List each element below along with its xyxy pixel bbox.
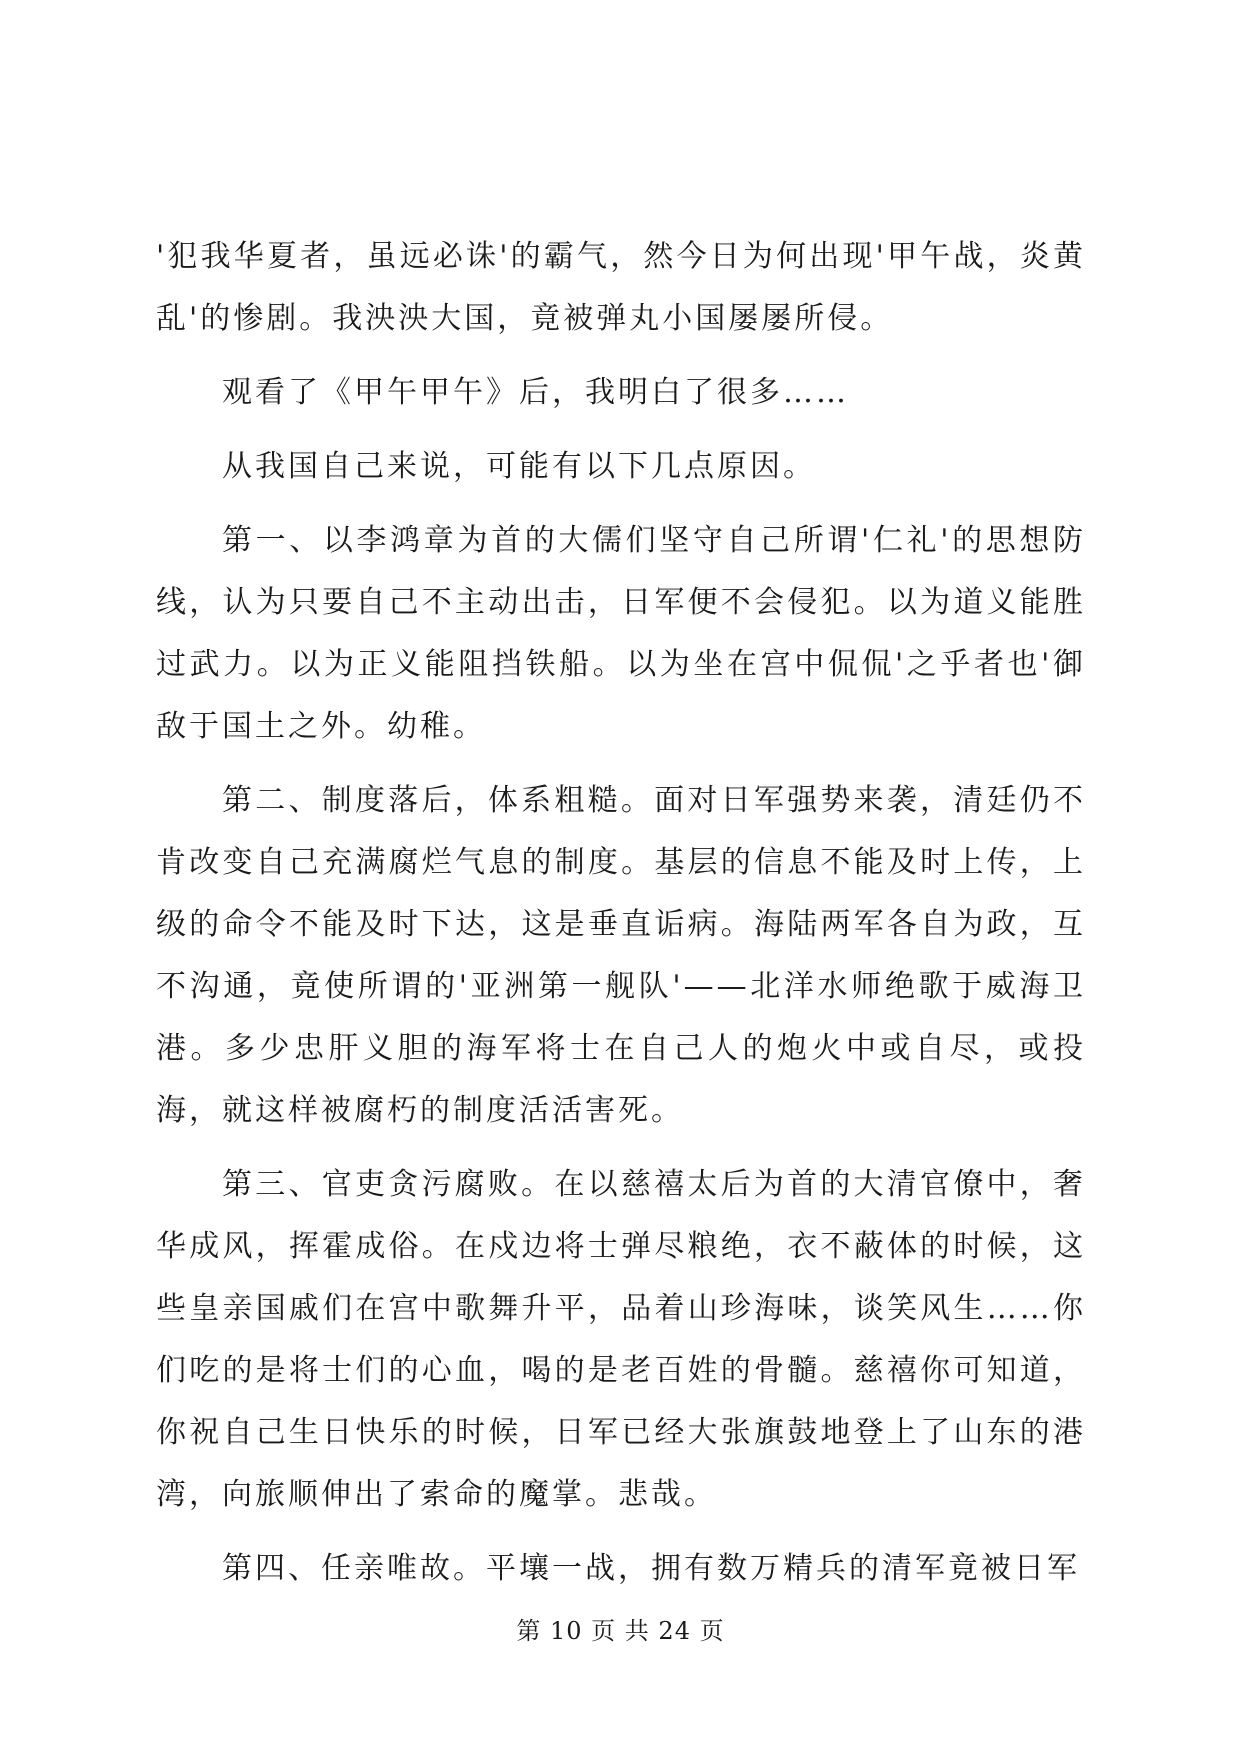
paragraph-reason-2: 第二、制度落后，体系粗糙。面对日军强势来袭，清廷仍不肯改变自己充满腐烂气息的制度。基层的信息不能及时上传，上级的命令不能及时下达，这是垂直诟病。海陆两军各自为政，互不沟通，竟使所谓的'亚洲第一舰队'——北洋水师绝歌于威海卫港。多少忠肝义胆的海军将士在自己人的炮火中或自尽，或投海，就这样被腐朽的制度活活害死。 bbox=[156, 783, 1086, 1128]
paragraph-reason-4: 第四、任亲唯故。平壤一战，拥有数万精兵的清军竟被日军 bbox=[222, 1551, 1080, 1586]
paragraph-reasons-lead: 从我国自己来说，可能有以下几点原因。 bbox=[222, 449, 816, 484]
paragraph-continuation: '犯我华夏者，虽远必诛'的霸气，然今日为何出现'甲午战，炎黄乱'的惨剧。我泱泱大国，竟被弹丸小国屡屡所侵。 bbox=[156, 239, 1086, 336]
page-number: 第 10 页 共 24 页 bbox=[516, 1617, 725, 1645]
page-footer bbox=[0, 1611, 1241, 1646]
paragraph-intro: 观看了《甲午甲午》后，我明白了很多…… bbox=[222, 375, 849, 410]
paragraph-reason-3: 第三、官吏贪污腐败。在以慈禧太后为首的大清官僚中，奢华成风，挥霍成俗。在戍边将士弹尽粮绝，衣不蔽体的时候，这些皇亲国戚们在宫中歌舞升平，品着山珍海味，谈笑风生……你们吃的是将士们的心血，喝的是老百姓的骨髓。慈禧你可知道，你祝自己生日快乐的时候，日军已经大张旗鼓地登上了山东的港湾，向旅顺伸出了索命的魔掌。悲哉。 bbox=[156, 1167, 1086, 1512]
document-body bbox=[156, 226, 1086, 1600]
paragraph-reason-1: 第一、以李鸿章为首的大儒们坚守自己所谓'仁礼'的思想防线，认为只要自己不主动出击，日军便不会侵犯。以为道义能胜过武力。以为正义能阻挡铁船。以为坐在宫中侃侃'之乎者也'御敌于国土之外。幼稚。 bbox=[156, 523, 1086, 744]
